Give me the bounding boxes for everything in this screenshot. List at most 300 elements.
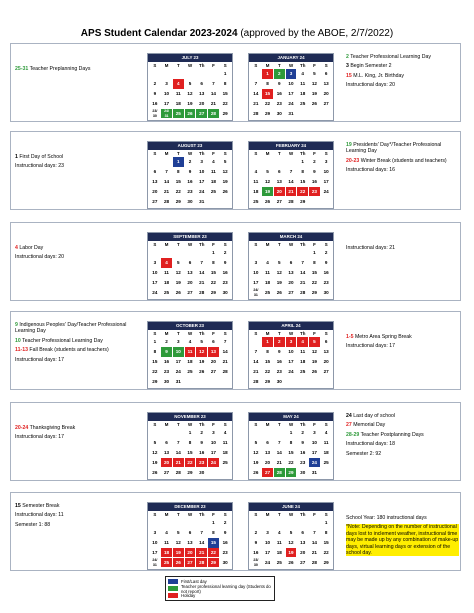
- day-cell: 29: [187, 470, 193, 476]
- day-cell: 27: [164, 470, 170, 476]
- day-cell: 9: [223, 260, 227, 266]
- weekday-label: S: [223, 512, 227, 517]
- event-date: 25-31: [15, 66, 29, 72]
- day-cell: 24: [309, 458, 320, 467]
- weekday-label: S: [254, 63, 258, 68]
- day-cell: 1: [262, 69, 273, 78]
- day-cell: 16: [164, 359, 170, 365]
- day-cell: 28: [208, 109, 219, 118]
- day-cell: 13: [300, 540, 306, 546]
- day-cell: 7: [165, 169, 168, 175]
- day-cell: 16: [222, 540, 228, 546]
- day-cell: 23: [300, 460, 306, 466]
- day-cell: 10: [323, 169, 329, 175]
- month-calendar: [147, 502, 233, 570]
- day-cell: 27: [300, 560, 306, 566]
- day-cell: 4: [165, 530, 168, 536]
- weekday-label: Th: [300, 422, 306, 427]
- day-cell: 29: [286, 468, 297, 477]
- day-cell: 13: [323, 349, 329, 355]
- month-title: JULY 23: [148, 54, 232, 62]
- day-cell: 2: [223, 520, 227, 526]
- day-cell: 23: [196, 458, 207, 467]
- day-cell: 25: [276, 560, 282, 566]
- weekday-label: M: [164, 63, 169, 68]
- weekday-label: Th: [300, 331, 306, 336]
- day-cell: [196, 69, 207, 78]
- day-cell: 15: [311, 270, 317, 276]
- weekday-label: Th: [199, 151, 205, 156]
- weekday-label: S: [223, 242, 227, 247]
- day-cell: 20: [265, 460, 271, 466]
- day-cell: 14: [199, 270, 205, 276]
- day-cell: 2: [274, 69, 285, 78]
- weekday-label: T: [176, 242, 180, 247]
- day-cell: 8: [266, 81, 269, 87]
- day-cell: 5: [188, 81, 192, 87]
- day-cell: 16: [222, 270, 228, 276]
- month-row: [10, 311, 461, 390]
- event-date: 2: [346, 54, 349, 60]
- day-cell: 21: [286, 187, 297, 196]
- day-cell: 10: [173, 347, 184, 356]
- day-cell: 3: [153, 260, 157, 266]
- weekday-label: F: [313, 151, 316, 156]
- day-cell: 30: [199, 470, 205, 476]
- day-cell: [297, 377, 308, 386]
- right-notes: [346, 312, 459, 389]
- event-note: [15, 357, 141, 363]
- weekday-label: T: [277, 63, 281, 68]
- event-note: [15, 512, 141, 518]
- event-note: [15, 254, 141, 260]
- day-cell: 13: [208, 347, 219, 356]
- day-cell: 3: [266, 530, 269, 536]
- day-cell: 9: [223, 530, 227, 536]
- day-cell: 3: [153, 530, 157, 536]
- day-cell: 11: [222, 440, 228, 446]
- day-cell: [220, 197, 231, 206]
- day-cell: 3: [200, 159, 203, 165]
- day-cell: 6: [188, 530, 192, 536]
- day-cell: 11: [185, 347, 196, 356]
- weekday-label: W: [288, 512, 294, 517]
- month-calendar: [147, 321, 233, 389]
- day-cell: 2: [301, 430, 304, 436]
- day-cell: 14: [222, 349, 228, 355]
- event-date: 4: [15, 245, 18, 251]
- day-cell: 12: [222, 169, 228, 175]
- day-cell: 1: [223, 71, 227, 77]
- title-sub: (approved by the ABOE, 2/7/2022): [240, 28, 394, 39]
- day-cell: 1: [262, 337, 273, 346]
- day-cell: 11: [164, 540, 169, 546]
- event-text: Instructional days: 17: [15, 356, 65, 363]
- day-cell: [297, 109, 308, 118]
- day-cell: 1: [212, 250, 215, 256]
- month-calendar: [147, 412, 233, 480]
- day-cell: [262, 157, 273, 166]
- day-cell: 15: [300, 179, 306, 185]
- day-cell: 12: [276, 270, 282, 276]
- day-cell: 29: [175, 199, 181, 205]
- day-grid: [249, 337, 333, 388]
- event-date: 28-29: [346, 431, 360, 438]
- month-title: JUNE 24: [249, 503, 333, 511]
- day-cell: 28: [288, 199, 294, 205]
- weekday-label: M: [265, 422, 270, 427]
- day-grid: [249, 248, 333, 299]
- day-cell: 23/ 30: [152, 109, 158, 118]
- day-cell: 5: [313, 71, 316, 77]
- day-cell: 16: [253, 550, 259, 556]
- title-main: APS Student Calendar 2023-2024: [80, 28, 238, 39]
- day-cell: 26: [222, 189, 228, 195]
- event-text: Indigenous Peoples' Day/Teacher Professional Learning Day: [15, 322, 127, 335]
- day-cell: [161, 428, 172, 437]
- day-cell: 24: [265, 560, 271, 566]
- day-cell: 27: [210, 369, 216, 375]
- day-grid: [249, 428, 333, 479]
- day-cell: [250, 69, 261, 78]
- day-cell: 16: [152, 101, 158, 107]
- event-note: [346, 334, 459, 340]
- month-title: APRIL 24: [249, 322, 333, 330]
- day-cell: 9: [153, 91, 157, 97]
- day-cell: 21: [253, 101, 259, 107]
- day-cell: 4: [278, 530, 281, 536]
- day-cell: 14: [210, 91, 216, 97]
- day-cell: 19: [175, 280, 181, 286]
- day-cell: 3: [212, 430, 215, 436]
- day-cell: 18: [175, 101, 181, 107]
- day-cell: 18: [323, 450, 329, 456]
- day-cell: [196, 377, 207, 386]
- month-calendar: [248, 53, 334, 121]
- day-cell: 5: [289, 530, 293, 536]
- day-cell: 6: [165, 440, 168, 446]
- day-cell: 4: [161, 258, 172, 267]
- day-grid: [249, 157, 333, 208]
- day-cell: 4: [297, 337, 308, 346]
- day-cell: 21: [276, 460, 282, 466]
- day-cell: 7: [177, 440, 180, 446]
- event-date: 10: [15, 337, 21, 344]
- event-note: [346, 432, 459, 438]
- day-cell: 10: [152, 270, 158, 276]
- day-cell: [274, 248, 285, 257]
- legend-swatch: [168, 593, 178, 598]
- day-cell: [196, 518, 207, 527]
- weekday-label: W: [187, 242, 193, 247]
- day-cell: 9: [200, 440, 203, 446]
- day-cell: 3: [313, 430, 316, 436]
- day-cell: 18: [187, 359, 193, 365]
- weekday-label: T: [176, 63, 180, 68]
- day-cell: 20: [300, 550, 306, 556]
- weekday-label: S: [254, 422, 258, 427]
- day-cell: 19: [173, 548, 184, 557]
- day-cell: 12: [175, 540, 181, 546]
- day-cell: 30: [276, 379, 282, 385]
- day-cell: 2: [324, 250, 328, 256]
- event-text: Instructional days: 23: [15, 163, 65, 170]
- weekday-label: S: [223, 422, 227, 427]
- event-date: 20-23: [346, 157, 360, 164]
- day-grid: [148, 428, 232, 479]
- day-cell: 25: [300, 101, 306, 107]
- weekday-header: [148, 62, 232, 69]
- day-cell: 14: [311, 540, 317, 546]
- legend: [165, 576, 275, 601]
- event-text: Last day of school: [351, 413, 396, 419]
- day-cell: 22: [323, 550, 329, 556]
- day-cell: 8: [188, 440, 192, 446]
- weekday-label: S: [223, 63, 227, 68]
- day-cell: [185, 248, 196, 257]
- weekday-label: Th: [199, 63, 205, 68]
- weekday-label: T: [277, 512, 281, 517]
- day-cell: 5: [278, 260, 281, 266]
- day-cell: 17: [288, 359, 294, 365]
- day-cell: 9: [188, 169, 192, 175]
- day-cell: 16: [311, 179, 317, 185]
- day-cell: 29: [152, 379, 158, 385]
- day-cell: 3: [165, 81, 168, 87]
- weekday-label: M: [164, 151, 169, 156]
- day-cell: 24: [199, 189, 205, 195]
- event-text: M.L. King, Jr. Birthday: [351, 72, 404, 79]
- day-cell: 25: [173, 109, 184, 118]
- day-cell: 10: [265, 540, 271, 546]
- day-cell: [149, 518, 160, 527]
- event-note: [15, 245, 141, 251]
- day-cell: 30: [187, 199, 193, 205]
- day-cell: 9: [278, 349, 281, 355]
- day-cell: 21: [199, 280, 205, 286]
- event-date: 15: [346, 72, 352, 79]
- day-cell: 27: [323, 369, 329, 375]
- event-note: [346, 142, 459, 155]
- day-cell: [286, 377, 297, 386]
- day-cell: 6: [289, 260, 293, 266]
- day-cell: 19: [286, 548, 297, 557]
- day-cell: 5: [266, 169, 269, 175]
- day-cell: 5: [254, 440, 258, 446]
- day-cell: 7: [313, 530, 316, 536]
- month-calendar: [147, 232, 233, 300]
- day-cell: 17: [152, 280, 158, 286]
- day-cell: 26: [173, 558, 184, 567]
- day-cell: 29: [222, 111, 228, 117]
- day-grid: [148, 518, 232, 569]
- day-cell: 5: [153, 440, 157, 446]
- day-cell: 3: [254, 260, 258, 266]
- weekday-label: S: [254, 242, 258, 247]
- event-note: [346, 54, 459, 60]
- day-cell: 12: [311, 81, 317, 87]
- day-cell: 5: [177, 530, 180, 536]
- day-cell: 15: [210, 270, 216, 276]
- event-date: 27: [346, 422, 352, 429]
- day-cell: 21: [173, 458, 184, 467]
- day-cell: 23: [187, 189, 193, 195]
- day-grid: [148, 337, 232, 388]
- day-cell: 6: [324, 71, 328, 77]
- weekday-label: W: [187, 422, 193, 427]
- day-cell: [321, 109, 332, 118]
- day-cell: 13: [164, 450, 170, 456]
- right-notes: [346, 44, 459, 121]
- event-date: 3: [346, 63, 349, 70]
- day-cell: 2: [254, 530, 258, 536]
- day-cell: 11: [253, 179, 259, 185]
- legend-label: Teacher professional learning day (Students do not report): [181, 583, 271, 594]
- day-cell: 6: [278, 169, 281, 175]
- month-calendar: [248, 412, 334, 480]
- day-cell: 19: [152, 460, 158, 466]
- weekday-header: [148, 330, 232, 337]
- month-row: [10, 43, 461, 122]
- day-cell: [297, 248, 308, 257]
- day-cell: 22: [185, 458, 196, 467]
- event-note: [15, 503, 141, 509]
- day-cell: 22: [222, 101, 228, 107]
- event-date: 11-13: [15, 347, 28, 354]
- day-cell: 3: [177, 339, 180, 345]
- day-cell: 26: [253, 470, 259, 476]
- day-cell: 22: [311, 280, 317, 286]
- event-text: School Year: 180 instructional days: [346, 515, 427, 521]
- day-cell: 12: [187, 91, 193, 97]
- day-cell: 15: [175, 179, 181, 185]
- event-text: Teacher Preplanning Days: [28, 66, 91, 72]
- weekday-label: Th: [300, 242, 306, 247]
- weekday-header: [249, 241, 333, 248]
- weekday-label: F: [313, 63, 316, 68]
- day-cell: 22: [152, 369, 158, 375]
- weekday-header: [249, 330, 333, 337]
- day-cell: 21: [253, 369, 259, 375]
- weekday-label: Th: [300, 63, 306, 68]
- day-cell: 16: [276, 359, 282, 365]
- event-text: Instructional days: 17: [346, 343, 396, 350]
- weekday-label: S: [254, 331, 258, 336]
- day-cell: [274, 157, 285, 166]
- day-cell: 10: [253, 270, 259, 276]
- month-calendar: [248, 141, 334, 209]
- weekday-label: S: [324, 422, 328, 427]
- day-grid: [249, 518, 333, 569]
- day-cell: 25: [300, 369, 306, 375]
- event-text: Instructional days: 20: [346, 82, 396, 89]
- legend-label: First/Last day: [181, 579, 207, 584]
- weekday-label: M: [164, 331, 169, 336]
- day-cell: 25: [222, 460, 228, 466]
- day-cell: 3: [324, 159, 328, 165]
- weekday-label: W: [288, 422, 294, 427]
- day-cell: [250, 518, 261, 527]
- day-cell: 13: [187, 540, 193, 546]
- left-notes: [15, 493, 141, 570]
- day-cell: 20: [199, 101, 205, 107]
- day-cell: [161, 157, 172, 166]
- day-cell: 24: [323, 189, 329, 195]
- day-cell: 17: [199, 179, 205, 185]
- day-cell: 19: [262, 187, 273, 196]
- day-cell: [149, 69, 160, 78]
- weekday-label: Th: [300, 512, 306, 517]
- page-title: [0, 28, 474, 39]
- day-cell: 23: [222, 280, 228, 286]
- weekday-label: S: [223, 151, 227, 156]
- day-cell: 17: [164, 101, 170, 107]
- day-cell: [286, 518, 297, 527]
- day-cell: 4: [188, 339, 192, 345]
- day-cell: 10: [199, 169, 205, 175]
- day-cell: 10: [288, 81, 294, 87]
- day-cell: [274, 518, 285, 527]
- day-cell: 22: [297, 187, 308, 196]
- day-cell: 2: [200, 430, 203, 436]
- day-cell: 31: [175, 379, 181, 385]
- day-cell: 30: [276, 111, 282, 117]
- day-cell: 10: [288, 349, 294, 355]
- day-cell: 28: [311, 560, 317, 566]
- day-cell: 3: [286, 337, 297, 346]
- weekday-label: Th: [300, 151, 306, 156]
- day-cell: [309, 109, 320, 118]
- weekday-label: W: [187, 331, 193, 336]
- legend-swatch: [168, 586, 178, 591]
- weekday-header: [148, 511, 232, 518]
- event-text: Instructional days: 17: [15, 434, 65, 441]
- weekday-label: T: [277, 331, 281, 336]
- weekday-label: S: [153, 242, 157, 247]
- day-cell: 7: [200, 530, 203, 536]
- day-cell: 9: [161, 347, 172, 356]
- day-cell: [185, 518, 196, 527]
- day-cell: 27: [196, 109, 207, 118]
- day-cell: 24/ 31: [253, 288, 259, 297]
- day-grid: [148, 248, 232, 299]
- day-cell: 24: [288, 101, 294, 107]
- day-cell: 23: [164, 369, 170, 375]
- weekday-header: [249, 150, 333, 157]
- day-cell: 15: [288, 450, 294, 456]
- day-cell: 30: [300, 470, 306, 476]
- day-cell: 22: [210, 280, 216, 286]
- month-title: FEBRUARY 24: [249, 142, 333, 150]
- day-cell: 21: [300, 280, 306, 286]
- event-text: Thanksgiving Break: [28, 425, 76, 431]
- day-cell: 18: [300, 359, 306, 365]
- day-cell: 20: [288, 280, 294, 286]
- legend-item: [168, 585, 272, 592]
- day-grid: [249, 69, 333, 120]
- left-notes: [15, 44, 141, 121]
- day-cell: 20: [152, 189, 158, 195]
- day-cell: 21: [164, 189, 170, 195]
- day-cell: 9: [313, 169, 316, 175]
- day-cell: 27: [152, 199, 158, 205]
- weekday-label: S: [324, 63, 328, 68]
- day-cell: [173, 518, 184, 527]
- day-cell: 25: [265, 290, 271, 296]
- day-cell: 28: [253, 111, 259, 117]
- event-note: [15, 322, 141, 335]
- event-note: [346, 82, 459, 88]
